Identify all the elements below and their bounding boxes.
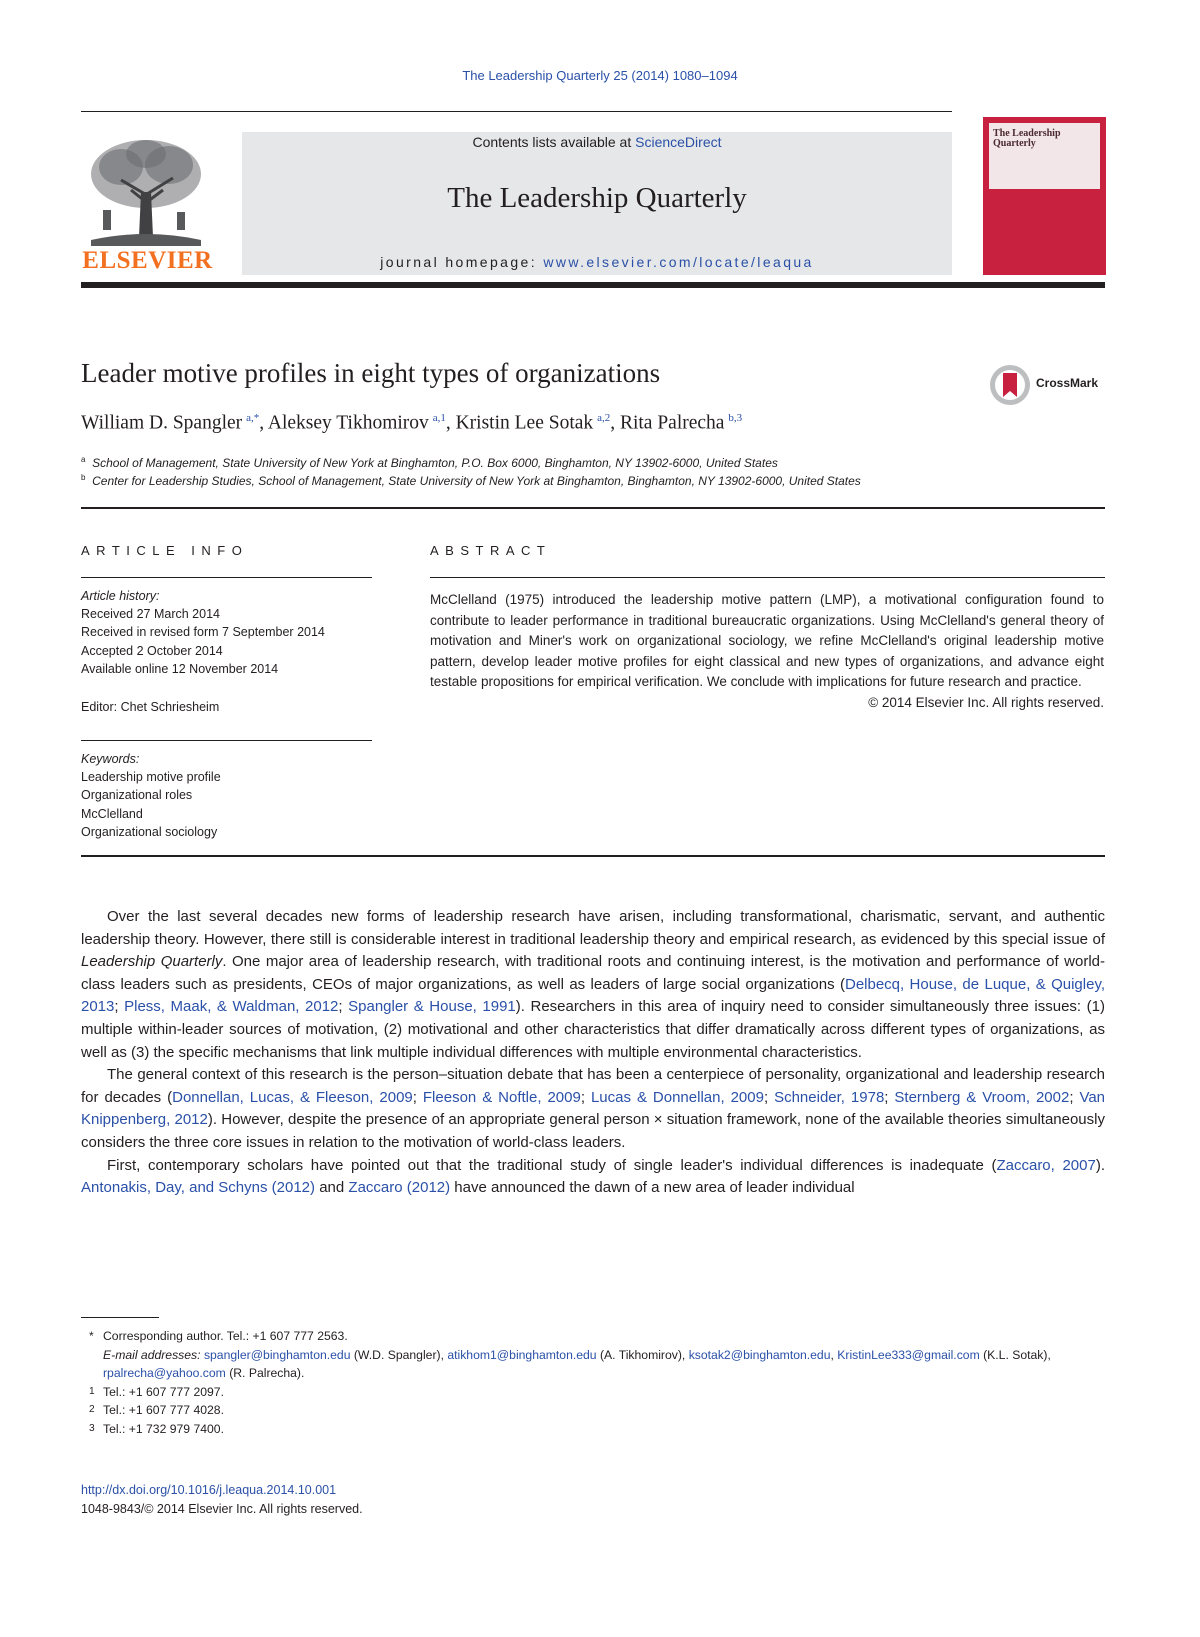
citation-link[interactable]: Fleeson & Noftle, 2009	[422, 1088, 581, 1106]
crossmark-badge[interactable]	[988, 363, 1113, 407]
author-name[interactable]: Rita Palrecha	[619, 412, 725, 434]
header-thick-rule	[81, 282, 1105, 288]
author-affil-mark[interactable]: a,2	[597, 412, 611, 424]
history-received: Received 27 March 2014	[81, 607, 220, 622]
footnote-corresponding: * Corresponding author. Tel.: +1 607 777 2563.	[89, 1329, 348, 1343]
article-info-rule	[81, 577, 372, 578]
keyword-item: McClelland	[81, 806, 143, 821]
body-paragraph-2: The general context of this research is the person–situation debate that has been a centerpiece of personality, organizational and leadership research for decades (Donnellan, Lucas, & Fleeson, 2009; Fleeson & Noftle, 2009; Lucas & Donnellan, 2009; Schneider, 1978; Sternberg & Vroom, 2002; Van Knippenberg, 2012). However, despite the presence of an appropriate general person × situation framework, none of the available theories simultaneously considers the three core issues in relation to the motivation of world-class leaders.	[81, 1066, 1106, 1151]
author-list: William D. Spangler $^{a,*}$, Aleksey Tikhomirov $^{a,1}$, Kristin Lee Sotak $^{a,2}$, Rita Palrecha $^{b,3}$	[81, 412, 743, 434]
author-name[interactable]: William D. Spangler	[81, 412, 243, 434]
sciencedirect-link[interactable]: ScienceDirect	[635, 134, 722, 150]
top-rule	[81, 111, 952, 112]
email-link[interactable]: KristinLee333@gmail.com	[837, 1347, 980, 1362]
contents-line	[242, 134, 952, 150]
article-title: Leader motive profiles in eight types of organizations	[81, 358, 661, 388]
email-link[interactable]: atikhom1@binghamton.edu	[447, 1347, 597, 1362]
crossmark-icon	[988, 363, 1032, 407]
citation-link[interactable]: Schneider, 1978	[774, 1088, 885, 1106]
article-history	[81, 587, 372, 716]
journal-name-italic: Leadership Quarterly	[81, 953, 223, 971]
affiliation-b: $^b$ Center for Leadership Studies, School of Management, State University of New York at Binghamton, Binghamton, NY 13902-6000, United States	[81, 473, 861, 488]
keyword-item: Leadership motive profile	[81, 770, 221, 785]
affiliation-a: $^a$ School of Management, State University of New York at Binghamton, P.O. Box 6000, Binghamton, NY 13902-6000, United States	[81, 455, 778, 470]
footnote-tel: 3 Tel.: +1 732 979 7400.	[89, 1421, 224, 1436]
email-link[interactable]: rpalrecha@yahoo.com	[103, 1366, 226, 1380]
journal-homepage-line	[242, 254, 952, 270]
history-label: Article history:	[81, 589, 160, 603]
footnote-rule	[81, 1317, 159, 1318]
affiliation-rule	[81, 507, 1105, 509]
author-affil-mark[interactable]: a,1	[432, 412, 446, 424]
issn-line: 1048-9843/© 2014 Elsevier Inc. All rights reserved.	[81, 1502, 363, 1516]
citation-link[interactable]: Antonakis, Day, and Schyns (2012)	[81, 1179, 316, 1197]
author-affil-mark[interactable]: b,3	[728, 412, 743, 424]
history-revised: Received in revised form 7 September 2014	[81, 625, 325, 640]
journal-title: The Leadership Quarterly	[447, 182, 747, 214]
citation-link[interactable]: Donnellan, Lucas, & Fleeson, 2009	[172, 1088, 413, 1106]
abstract-rule	[430, 577, 1105, 578]
doi-link[interactable]: http://dx.doi.org/10.1016/j.leaqua.2014.10.001	[81, 1483, 337, 1497]
citation-link[interactable]: Spangler & House, 1991	[348, 998, 516, 1016]
citation-link[interactable]: Delbecq, House, de Luque, & Quigley, 2013	[81, 975, 1105, 1016]
citation-link[interactable]: Lucas & Donnellan, 2009	[590, 1088, 764, 1106]
author-name[interactable]: Aleksey Tikhomirov	[267, 412, 429, 434]
author-name[interactable]: Kristin Lee Sotak	[455, 412, 594, 434]
running-head[interactable]: The Leadership Quarterly 25 (2014) 1080–1094	[462, 68, 738, 83]
contents-prefix: Contents lists available at	[472, 134, 636, 150]
abstract-copyright: © 2014 Elsevier Inc. All rights reserved.	[868, 694, 1104, 710]
footnote-emails: E-mail addresses: spangler@binghamton.edu (W.D. Spangler), atikhom1@binghamton.edu (A. Tikhomirov), ksotak2@binghamton.edu, KristinLee333@gmail.com (K.L. Sotak), rpalrecha@yahoo.com (R. Palrecha).	[103, 1347, 1051, 1380]
email-link[interactable]: spangler@binghamton.edu	[203, 1347, 351, 1362]
keyword-item: Organizational sociology	[81, 824, 218, 839]
citation-link[interactable]: Pless, Maak, & Waldman, 2012	[124, 998, 339, 1016]
citation-link[interactable]: Van Knippenberg, 2012	[81, 1088, 1106, 1129]
cover-title: The Leadership Quarterly	[993, 128, 1061, 149]
footnote-tel: 2 Tel.: +1 607 777 4028.	[89, 1403, 224, 1417]
citation-link[interactable]: Zaccaro, 2007	[996, 1156, 1096, 1174]
history-online: Available online 12 November 2014	[81, 661, 279, 676]
keywords-block	[81, 750, 372, 841]
body-paragraph-1: Over the last several decades new forms of leadership research have arisen, including transformational, charismatic, servant, and authentic leadership theory. However, there still is considerable interest in traditional leadership theory and empirical research, as evidenced by this special issue of Leadership Quarterly. One major area of leadership research, with traditional roots and continuing interest, is the motivation and performance of world-class leaders such as presidents, CEOs of major organizations, as well as leaders of large social organizations (Delbecq, House, de Luque, & Quigley, 2013; Pless, Maak, & Waldman, 2012; Spangler & House, 1991). Researchers in this area of inquiry need to consider simultaneously three issues: (1) multiple within-leader sources of motivation, (2) motivational and other characteristics that differ dramatically across different types of organizations, as well as (3) the specific mechanisms that link multiple individual differences with multiple environmental characteristics.	[81, 908, 1105, 1061]
footnote-tel: 1 Tel.: +1 607 777 2097.	[89, 1384, 224, 1399]
author-affil-mark[interactable]: a,*	[246, 412, 260, 424]
homepage-prefix: journal homepage:	[380, 254, 544, 270]
email-label: E-mail addresses:	[103, 1347, 201, 1362]
keyword-item: Organizational roles	[81, 788, 193, 803]
journal-cover-thumbnail	[983, 117, 1106, 275]
publisher-logo-text: ELSEVIER	[82, 247, 213, 274]
citation-link[interactable]: Zaccaro (2012)	[348, 1179, 451, 1197]
article-info-heading: ARTICLE INFO	[81, 543, 249, 558]
citation-link[interactable]: Sternberg & Vroom, 2002	[894, 1088, 1070, 1106]
front-matter-bottom-rule	[81, 855, 1105, 857]
abstract-text: McClelland (1975) introduced the leadership motive pattern (LMP), a motivational configuration found to contribute to leader performance in traditional bureaucratic organizations. Using McClelland's general theory of motivation and Miner's work on organizational sociology, we refine McClelland's original leadership motive pattern, develop leader motive profiles for eight classical and new types of organizations, and advance eight testable propositions for empirical verification. We conclude with implications for future research and practice.	[430, 592, 1104, 689]
crossmark-label: CrossMark	[1036, 376, 1099, 390]
editor-line: Editor: Chet Schriesheim	[81, 700, 220, 715]
keywords-rule	[81, 740, 372, 741]
footnotes	[81, 1327, 1105, 1438]
keywords-label: Keywords:	[81, 752, 140, 766]
body-paragraph-3: First, contemporary scholars have pointed out that the traditional study of single leader's individual differences is inadequate (Zaccaro, 2007). Antonakis, Day, and Schyns (2012) and Zaccaro (2012) have announced the dawn of a new area of leader individual	[81, 1156, 1105, 1197]
abstract-body	[430, 590, 1104, 713]
abstract-heading: ABSTRACT	[430, 543, 552, 558]
history-accepted: Accepted 2 October 2014	[81, 643, 223, 658]
body-text	[81, 906, 1105, 1200]
homepage-link[interactable]: www.elsevier.com/locate/leaqua	[543, 254, 814, 270]
email-link[interactable]: ksotak2@binghamton.edu	[688, 1347, 831, 1362]
